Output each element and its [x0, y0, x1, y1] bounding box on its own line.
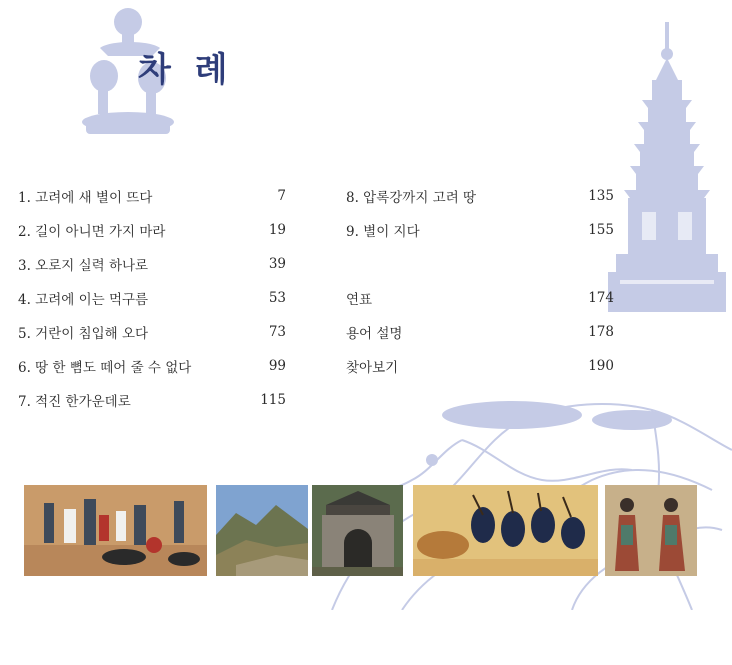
toc-entry-label: 찾아보기 — [346, 360, 399, 376]
toc-entry[interactable] — [346, 179, 614, 213]
toc-left-column — [18, 179, 286, 417]
toc-entry-label: 3. 오로지 실력 하나로 — [18, 258, 149, 274]
toc-entry[interactable] — [346, 349, 614, 383]
toc-entry[interactable] — [18, 315, 286, 349]
toc-entry-page: 53 — [268, 290, 286, 306]
toc-entry-page: 115 — [260, 392, 286, 408]
page-title: 차 례 — [138, 50, 234, 90]
photo-tomb-mural — [605, 485, 697, 576]
photo-mountain-fortress — [216, 485, 308, 576]
toc-entry-page: 155 — [588, 222, 614, 238]
toc-right-column — [346, 179, 614, 383]
toc-entry-label: 9. 별이 지다 — [346, 224, 420, 240]
toc-entry[interactable] — [18, 247, 286, 281]
toc-entry-label: 5. 거란이 침입해 오다 — [18, 326, 149, 342]
toc-entry-label: 연표 — [346, 292, 373, 308]
toc-entry-page: 7 — [277, 188, 286, 204]
toc-entry-label: 1. 고려에 새 별이 뜨다 — [18, 190, 153, 206]
toc-entry-label: 8. 압록강까지 고려 땅 — [346, 190, 477, 206]
toc-entry[interactable] — [18, 383, 286, 417]
toc-entry-label: 7. 적진 한가운데로 — [18, 394, 131, 410]
toc-entry-label: 2. 길이 아니면 가지 마라 — [18, 224, 166, 240]
toc-entry-label: 용어 설명 — [346, 326, 403, 342]
toc-entry[interactable] — [346, 213, 614, 247]
toc-entry[interactable] — [346, 281, 614, 315]
toc-entry-page: 39 — [268, 256, 286, 272]
toc-entry-page: 73 — [268, 324, 286, 340]
toc-entry-label: 4. 고려에 이는 먹구름 — [18, 292, 149, 308]
toc-entry-page: 190 — [588, 358, 614, 374]
toc-entry-page: 135 — [588, 188, 614, 204]
toc-entry[interactable] — [346, 315, 614, 349]
toc-entry[interactable] — [18, 281, 286, 315]
toc-entry[interactable] — [18, 349, 286, 383]
photo-fortress-gate — [312, 485, 403, 576]
pagoda-icon — [608, 22, 726, 312]
photo-mural-painting — [24, 485, 207, 576]
toc-entry[interactable] — [18, 213, 286, 247]
toc-entry[interactable] — [18, 179, 286, 213]
toc-entry-page: 99 — [268, 358, 286, 374]
toc-entry-label: 6. 땅 한 뼘도 떼어 줄 수 없다 — [18, 360, 192, 376]
toc-entry-page: 19 — [268, 222, 286, 238]
photo-battle-painting — [413, 485, 598, 576]
toc-entry-page: 174 — [588, 290, 614, 306]
toc-entry-page: 178 — [588, 324, 614, 340]
